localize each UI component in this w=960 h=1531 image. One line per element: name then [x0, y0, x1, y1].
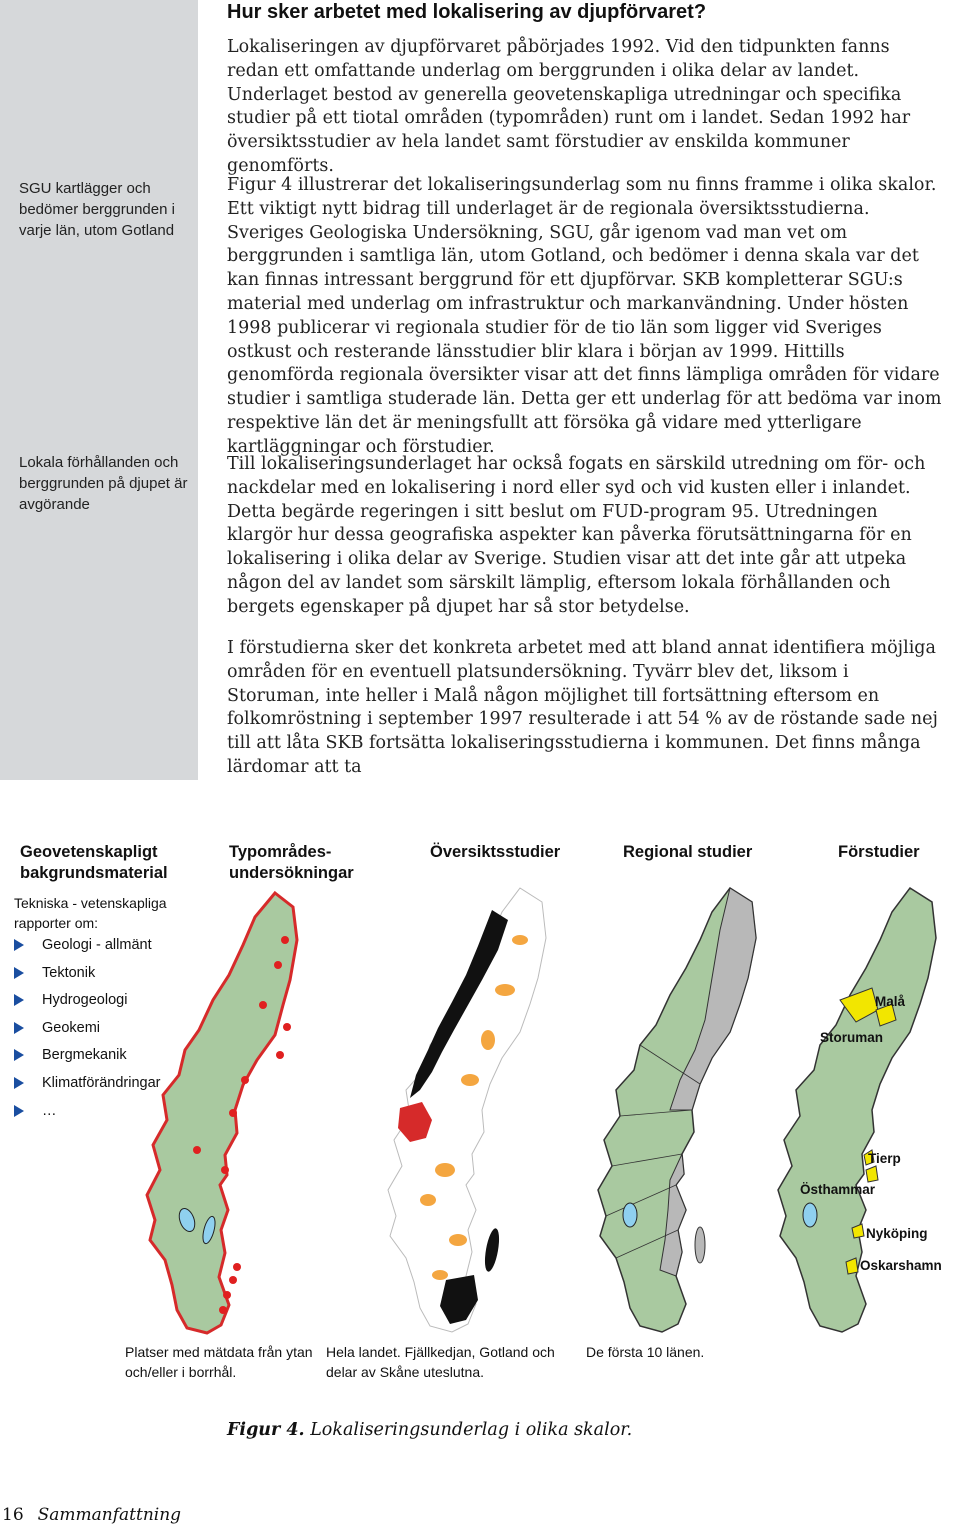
label-nykoping: Nyköping: [866, 1226, 928, 1241]
site-dot: [276, 1051, 284, 1059]
fig-col3-note: Hela landet. Fjällkedjan, Gotland och delar av Skåne uteslutna.: [326, 1344, 555, 1380]
triangle-bullet-icon: [14, 994, 24, 1006]
patch: [432, 1270, 448, 1280]
triangle-bullet-icon: [14, 1049, 24, 1061]
fig-col2-title: Typområdes-undersökningar: [229, 843, 354, 882]
sidebar: [0, 0, 198, 780]
patch: [461, 1074, 479, 1086]
patch: [435, 1163, 455, 1177]
label-osthammar: Östhammar: [800, 1182, 876, 1197]
gotland: [695, 1227, 705, 1263]
lake-vanern: [623, 1203, 637, 1227]
fig-col5-title: Förstudier: [838, 843, 920, 861]
sweden-shape: [147, 893, 297, 1333]
paragraph-4: I förstudierna sker det konkreta arbetet med att bland annat identifiera möjliga områden för en eventuell platsundersökning. Tyvärr blev det, liksom i Storuman, inte heller i Malå någon möjlighet till fortsättning eftersom en folkomröstning i september 1997 resulterade i att 54 % av de röstande sade nej till att låta SKB fortsätta lokaliseringsstudierna i kommunen. Det finns många lärdomar att ta: [227, 638, 938, 777]
list-item: Hydrogeologi: [14, 990, 160, 1018]
site-dot: [223, 1291, 231, 1299]
paragraph-2: Figur 4 illustrerar det lokaliseringsunderlag som nu finns framme i olika skalor. Ett viktigt nytt bidrag till underlaget är de regionala översiktsstudierna. Sveriges Geologiska Undersökning, SGU, går igenom vad man vet om berggrunden i samtliga län, utom Gotland, och bedömer i denna skala var det kan finnas intressant berggrund för ett djupförvar. SKB kompletterar SGU:s material med underlag om infrastruktur och markanvändning. Under hösten 1998 publicerar vi regionala studier för de tio län som ligger vid Sveriges ostkust och resterande länsstudier blir klara i början av 1999. Hittills genomförda regionala översikter visar att det finns lämpliga områden för vidare studier i samtliga studerade län. Detta ger ett underlag för att bedöma var inom respektive län det är meningsfullt att försöka gå vidare med ytterligare kartläggningar och förstudier.: [227, 175, 942, 457]
fig-col3-title: Översiktsstudier: [430, 843, 561, 861]
patch: [481, 1030, 495, 1050]
site-dot: [274, 961, 282, 969]
map-typomraden: [125, 885, 315, 1335]
label-storuman: Storuman: [820, 1030, 884, 1045]
site-dot: [229, 1109, 237, 1117]
fig-col4-note: De första 10 länen.: [586, 1344, 705, 1360]
patch: [420, 1194, 436, 1206]
area-osthammar: [866, 1166, 878, 1182]
label-tierp: Tierp: [868, 1151, 901, 1166]
site-dot: [283, 1023, 291, 1031]
site-dot: [193, 1146, 201, 1154]
list-item: …: [14, 1101, 160, 1129]
lake-vanern: [803, 1203, 817, 1227]
page-footer: [2, 1505, 181, 1525]
figure-caption: Figur 4. Lokaliseringsunderlag i olika skalor.: [227, 1420, 633, 1440]
map-oversiktsstudier: [370, 880, 570, 1340]
sidebar-note-sgu: SGU kartlägger och bedömer berggrunden i varje län, utom Gotland: [19, 180, 175, 239]
label-oskarshamn: Oskarshamn: [860, 1258, 942, 1273]
site-dot: [259, 1001, 267, 1009]
list-item: Bergmekanik: [14, 1045, 160, 1073]
map-regional: [580, 880, 780, 1340]
paragraph-3: Till lokaliseringsunderlaget har också fogats en särskild utredning om för- och nackdelar med en lokalisering i nord eller syd och vid kusten eller i inlandet. Detta begärde regeringen i sitt beslut om FUD-program 95. Utredningen klargör hur dessa geografiska aspekter kan påverka förutsättningarna för en lokalisering i olika delar av Sverige. Studien visar att det inte går att utpeka någon del av landet som särskilt lämplig, eftersom lokala förhållanden och bergets egenskaper på djupet har så stor betydelse.: [227, 454, 926, 617]
sidebar-note-lokala: Lokala förhållanden och berggrunden på djupet är avgörande: [19, 454, 188, 513]
list-item: Geologi - allmänt: [14, 935, 160, 963]
patch: [449, 1234, 467, 1246]
triangle-bullet-icon: [14, 1077, 24, 1089]
label-mala: Malå: [875, 994, 906, 1009]
footer-section: Sammanfattning: [37, 1505, 182, 1525]
page-number: 16: [2, 1505, 24, 1525]
fig-col4-title: Regional studier: [623, 843, 753, 861]
triangle-bullet-icon: [14, 939, 24, 951]
fig-col1-subtitle: Tekniska - vetenskapliga rapporter om:: [14, 895, 167, 931]
list-item: Klimatförändringar: [14, 1073, 160, 1101]
site-dot: [229, 1276, 237, 1284]
triangle-bullet-icon: [14, 1022, 24, 1034]
site-dot: [241, 1076, 249, 1084]
paragraph-1: Lokaliseringen av djupförvaret påbörjades 1992. Vid den tidpunkten fanns redan ett omfattande underlag om berggrunden i olika delar av landet. Underlaget bestod av generella geovetenskapliga utredningar och specifika studier på ett tiotal områden (typområden) runt om i landet. Sedan 1992 har översiktsstudier av hela landet samt förstudier av enskilda kommuner genomförts.: [227, 37, 911, 176]
fig-col1-title: Geovetenskapligt bakgrundsmaterial: [20, 843, 168, 882]
map-forstudier: [760, 880, 960, 1340]
list-item: Tektonik: [14, 963, 160, 991]
site-dot: [219, 1306, 227, 1314]
triangle-bullet-icon: [14, 1105, 24, 1117]
gotland-black: [482, 1227, 501, 1272]
site-dot: [281, 936, 289, 944]
section-heading: Hur sker arbetet med lokalisering av djupförvaret?: [227, 1, 707, 23]
list-item: Geokemi: [14, 1018, 160, 1046]
patch: [512, 935, 528, 945]
site-dot: [233, 1263, 241, 1271]
triangle-bullet-icon: [14, 967, 24, 979]
fig-col2-note: Platser med mätdata från ytan och/eller i borrhål.: [125, 1344, 313, 1380]
site-dot: [221, 1166, 229, 1174]
patch: [495, 984, 515, 996]
